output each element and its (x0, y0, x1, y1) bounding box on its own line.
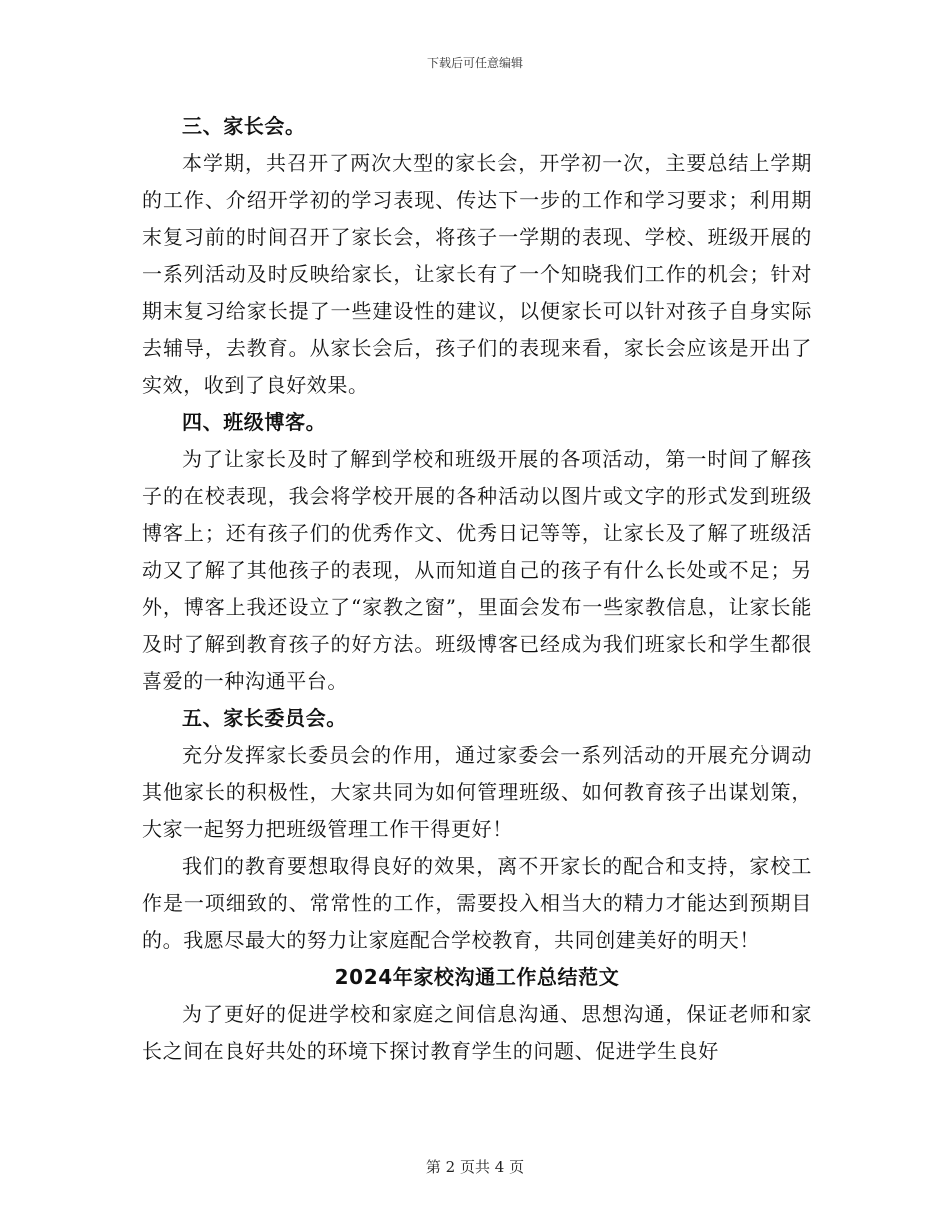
document-body (142, 108, 812, 1070)
article-intro-paragraph: 为了更好的促进学校和家庭之间信息沟通、思想沟通，保证老师和家长之间在良好共处的环境下探讨教育学生的问题、促进学生良好 (142, 1002, 812, 1063)
page-header: 下载后可任意编辑 (426, 56, 523, 70)
section-heading-class-blog: 四、班级博客。 (182, 410, 327, 434)
section-heading-parent-meeting: 三、家长会。 (182, 114, 306, 138)
page-footer: 第 2 页共 4 页 (425, 1158, 525, 1176)
paragraph-parent-meeting: 本学期，共召开了两次大型的家长会，开学初一次，主要总结上学期的工作、介绍开学初的学习表现、传达下一步的工作和学习要求；利用期末复习前的时间召开了家长会，将孩子一学期的表现、学校、班级开展的一系列活动及时反映给家长，让家长有了一个知晓我们工作的机会；针对期末复习给家长提了一些建设性的建议，以便家长可以针对孩子自身实际去辅导，去教育。从家长会后，孩子们的表现来看，家长会应该是开出了实效，收到了良好效果。 (142, 151, 812, 397)
article-title: 2024年家校沟通工作总结范文 (334, 965, 620, 989)
paragraph-parent-committee: 充分发挥家长委员会的作用，通过家委会一系列活动的开展充分调动其他家长的积极性，大家共同为如何管理班级、如何教育孩子出谋划策，大家一起努力把班级管理工作干得更好！ (142, 743, 812, 841)
paragraph-conclusion: 我们的教育要想取得良好的效果，离不开家长的配合和支持，家校工作是一项细致的、常常性的工作，需要投入相当大的精力才能达到预期目的。我愿尽最大的努力让家庭配合学校教育，共同创建美好的明天！ (142, 854, 812, 952)
paragraph-class-blog: 为了让家长及时了解到学校和班级开展的各项活动，第一时间了解孩子的在校表现，我会将学校开展的各种活动以图片或文字的形式发到班级博客上；还有孩子们的优秀作文、优秀日记等等，让家长及了解了班级活动又了解了其他孩子的表现，从而知道自己的孩子有什么长处或不足；另外，博客上我还设立了“家教之窗”，里面会发布一些家教信息，让家长能及时了解到教育孩子的好方法。班级博客已经成为我们班家长和学生都很喜爱的一种沟通平台。 (142, 447, 812, 693)
section-heading-parent-committee: 五、家长委员会。 (182, 706, 347, 730)
